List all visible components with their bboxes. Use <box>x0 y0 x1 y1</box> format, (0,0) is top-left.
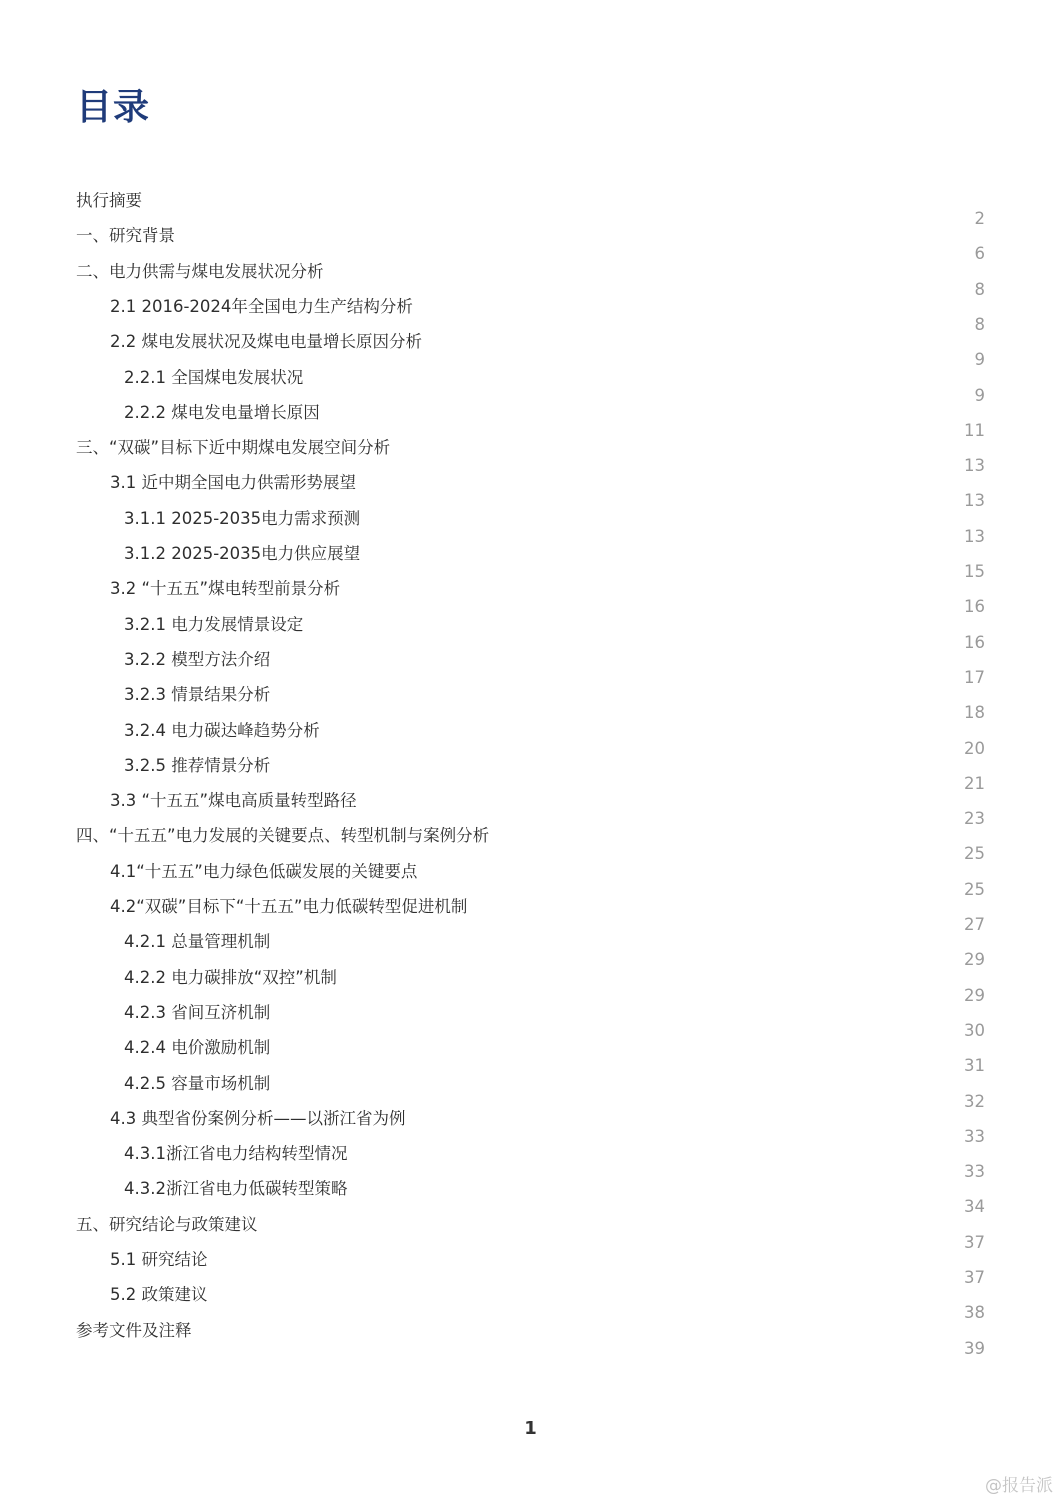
toc-entry[interactable]: 4.3.1浙江省电力结构转型情况 <box>124 1144 348 1164</box>
toc-page-number: 2 <box>974 209 985 228</box>
toc-page-number: 11 <box>964 420 985 440</box>
toc-page-number: 21 <box>964 773 985 793</box>
toc-entry[interactable]: 3.2.5 推荐情景分析 <box>124 755 271 775</box>
toc-entry[interactable]: 3.1.2 2025-2035电力供应展望 <box>124 544 361 563</box>
toc-entry[interactable]: 四、“十五五”电力发展的关键要点、转型机制与案例分析 <box>76 826 490 846</box>
toc-page-number: 33 <box>964 1162 985 1182</box>
toc-page-number: 13 <box>964 491 985 511</box>
toc-entry[interactable]: 2.1 2016-2024年全国电力生产结构分析 <box>110 296 413 316</box>
toc-page-number: 16 <box>964 597 985 617</box>
toc-page-number: 17 <box>964 667 985 687</box>
toc-page-number: 31 <box>964 1056 985 1076</box>
toc-entry[interactable]: 4.3 典型省份案例分析——以浙江省为例 <box>110 1108 406 1128</box>
toc-page-number: 15 <box>964 562 985 581</box>
toc-page-number: 37 <box>964 1268 985 1287</box>
toc-page-number: 34 <box>964 1197 985 1217</box>
footer-page-number: 1 <box>524 1418 537 1439</box>
toc-page-number: 32 <box>964 1091 985 1111</box>
toc-entry[interactable]: 三、“双碳”目标下近中期煤电发展空间分析 <box>76 438 391 458</box>
toc-entry[interactable]: 3.1.1 2025-2035电力需求预测 <box>124 508 361 528</box>
toc-page-number: 8 <box>974 314 985 334</box>
toc-page-number: 29 <box>964 950 985 970</box>
toc-page-number: 13 <box>964 456 985 476</box>
toc-entry[interactable]: 3.1 近中期全国电力供需形势展望 <box>110 473 356 493</box>
toc-entry[interactable]: 4.1“十五五”电力绿色低碳发展的关键要点 <box>110 861 418 881</box>
toc-entry[interactable]: 4.2.5 容量市场机制 <box>124 1073 271 1093</box>
toc-page-number: 8 <box>974 279 985 299</box>
toc-entry[interactable]: 2.2.1 全国煤电发展状况 <box>124 367 304 387</box>
toc-entry[interactable]: 参考文件及注释 <box>76 1320 192 1340</box>
toc-entry[interactable]: 2.2.2 煤电发电量增长原因 <box>124 402 320 422</box>
toc-entry[interactable]: 4.2“双碳”目标下“十五五”电力低碳转型促进机制 <box>110 897 468 916</box>
toc-entry[interactable]: 4.2.3 省间互济机制 <box>124 1002 271 1022</box>
toc-page-number: 29 <box>964 985 985 1005</box>
toc-page-number: 25 <box>964 844 985 864</box>
toc-entry[interactable]: 5.2 政策建议 <box>110 1285 208 1305</box>
toc-page-number: 16 <box>964 632 985 652</box>
toc-entry[interactable]: 3.2.1 电力发展情景设定 <box>124 614 304 634</box>
toc-page-number: 6 <box>974 244 985 264</box>
toc-page-number: 23 <box>964 809 985 829</box>
toc-page-number: 20 <box>964 738 985 758</box>
toc-entry[interactable]: 4.3.2浙江省电力低碳转型策略 <box>124 1179 348 1199</box>
toc-entry[interactable]: 3.2.2 模型方法介绍 <box>124 649 271 669</box>
toc-page-number: 27 <box>964 915 985 934</box>
toc-page-number: 33 <box>964 1126 985 1146</box>
toc-entry[interactable]: 4.2.4 电价激励机制 <box>124 1038 271 1058</box>
toc-page-number: 37 <box>964 1232 985 1252</box>
toc-entry[interactable]: 一、研究背景 <box>76 226 175 246</box>
toc-page-number: 39 <box>964 1338 985 1358</box>
toc-page-number: 18 <box>964 703 985 723</box>
toc-entry[interactable]: 3.2 “十五五”煤电转型前景分析 <box>110 579 341 599</box>
toc-entry[interactable]: 3.2.3 情景结果分析 <box>124 685 271 705</box>
toc-entry[interactable]: 3.2.4 电力碳达峰趋势分析 <box>124 720 320 740</box>
toc-entry[interactable]: 4.2.1 总量管理机制 <box>124 932 271 952</box>
toc-entry[interactable]: 4.2.2 电力碳排放“双控”机制 <box>124 967 337 987</box>
toc-entry[interactable]: 3.3 “十五五”煤电高质量转型路径 <box>110 791 357 811</box>
watermark: @报告派 <box>985 1476 1053 1496</box>
toc-entry[interactable]: 五、研究结论与政策建议 <box>76 1214 258 1234</box>
toc-entry[interactable]: 2.2 煤电发展状况及煤电电量增长原因分析 <box>110 332 422 352</box>
toc-entry[interactable]: 执行摘要 <box>76 191 142 210</box>
toc-page-number: 30 <box>964 1020 985 1040</box>
toc-entry[interactable]: 二、电力供需与煤电发展状况分析 <box>76 261 324 281</box>
page-title: 目录 <box>76 87 151 128</box>
toc-page-number: 38 <box>964 1303 985 1323</box>
toc-entry[interactable]: 5.1 研究结论 <box>110 1250 208 1269</box>
toc-page-number: 9 <box>974 385 985 405</box>
toc-page-number: 25 <box>964 879 985 899</box>
toc-page-number: 9 <box>974 350 985 370</box>
toc-page-number: 13 <box>964 526 985 546</box>
